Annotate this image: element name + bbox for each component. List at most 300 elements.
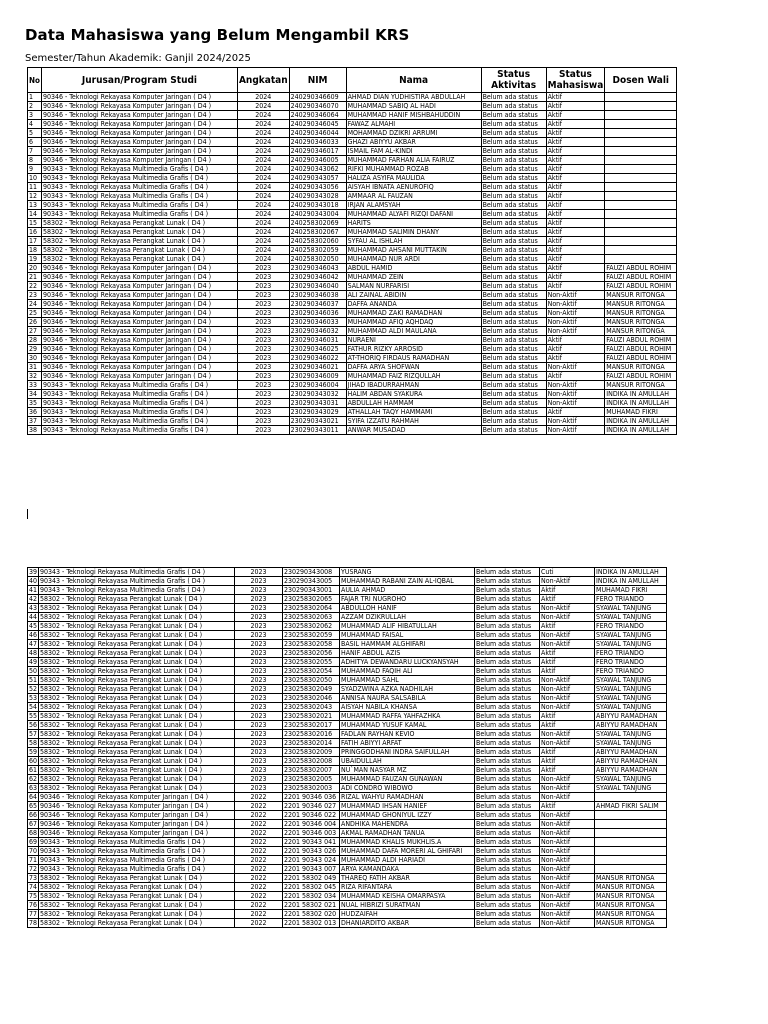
cell-program-studi: 90346 - Teknologi Rekayasa Komputer Jaringan ( D4 ) xyxy=(39,793,235,802)
cell-status-aktivitas: Belum ada status xyxy=(481,363,546,372)
cell-status-mahasiswa: Non-Aktif xyxy=(540,883,595,892)
cell-nim: 230290346040 xyxy=(289,282,346,291)
cell-angkatan: 2024 xyxy=(237,174,289,183)
cell-nama: MUHAMMAD YUSUF KAMAL xyxy=(340,721,475,730)
cell-program-studi: 90343 - Teknologi Rekayasa Multimedia Grafis ( D4 ) xyxy=(39,577,235,586)
cell-dosen-wali: AHMAD FIKRI SALIM xyxy=(595,802,667,811)
cell-nim: 240290343028 xyxy=(289,192,346,201)
cell-no: 59 xyxy=(29,748,38,756)
cell-nim: 240290343018 xyxy=(289,201,346,210)
cell-angkatan: 2023 xyxy=(237,327,289,336)
cell-no: 13 xyxy=(28,201,42,210)
cell-status-mahasiswa: Aktif xyxy=(546,129,605,138)
table-row xyxy=(28,174,677,183)
cell-status-mahasiswa: Non-Aktif xyxy=(540,829,595,838)
cell-status-aktivitas: Belum ada status xyxy=(475,820,540,829)
table-row xyxy=(28,856,667,865)
cell-program-studi: 58302 - Teknologi Rekayasa Perangkat Lunak ( D4 ) xyxy=(39,721,235,730)
cell-nama: YUSRANG xyxy=(340,568,475,577)
cell-program-studi: 58302 - Teknologi Rekayasa Perangkat Lunak ( D4 ) xyxy=(41,237,237,246)
cell-program-studi: 58302 - Teknologi Rekayasa Perangkat Lunak ( D4 ) xyxy=(39,640,235,649)
cell-dosen-wali: FAUZI ABDUL ROHIM xyxy=(605,336,677,345)
cell-nim: 230258302049 xyxy=(283,685,340,694)
cell-status-aktivitas: Belum ada status xyxy=(481,201,546,210)
cell-nim: 230258302058 xyxy=(283,640,340,649)
cell-program-studi: 90346 - Teknologi Rekayasa Komputer Jaringan ( D4 ) xyxy=(41,318,237,327)
cell-status-aktivitas: Belum ada status xyxy=(481,327,546,336)
cell-nim: 230290346043 xyxy=(289,264,346,273)
cell-program-studi: 58302 - Teknologi Rekayasa Perangkat Lunak ( D4 ) xyxy=(39,901,235,910)
cell-nama: SALMAN NURFARISI xyxy=(346,282,481,291)
cell-nama: ATHALLAH TAQY HAMMAMI xyxy=(346,408,481,417)
cell-status-mahasiswa: Non-Aktif xyxy=(540,919,595,928)
cell-program-studi: 90346 - Teknologi Rekayasa Komputer Jaringan ( D4 ) xyxy=(41,363,237,372)
cell-no: 73 xyxy=(29,874,38,882)
cell-angkatan: 2022 xyxy=(235,874,283,883)
cell-no: 78 xyxy=(29,919,38,927)
cell-program-studi: 58302 - Teknologi Rekayasa Perangkat Lunak ( D4 ) xyxy=(39,757,235,766)
cell-dosen-wali: FERO TRIANDO xyxy=(595,667,667,676)
cell-program-studi: 90346 - Teknologi Rekayasa Komputer Jaringan ( D4 ) xyxy=(41,111,237,120)
cell-program-studi: 58302 - Teknologi Rekayasa Perangkat Lunak ( D4 ) xyxy=(39,676,235,685)
cell-angkatan: 2023 xyxy=(237,417,289,426)
cell-nim: 2201 90343 007 xyxy=(283,865,340,874)
cell-nama: PRINGGODHANI INDRA SAIFULLAH xyxy=(340,748,475,757)
cell-nama: MUHAMMAD FAISAL xyxy=(340,631,475,640)
cell-no: 37 xyxy=(28,417,42,426)
cell-angkatan: 2022 xyxy=(235,811,283,820)
cell-angkatan: 2023 xyxy=(235,595,283,604)
cell-status-aktivitas: Belum ada status xyxy=(475,919,540,928)
table-row xyxy=(28,300,677,309)
cell-program-studi: 90346 - Teknologi Rekayasa Komputer Jaringan ( D4 ) xyxy=(41,156,237,165)
cell-no: 19 xyxy=(28,255,42,264)
cell-angkatan: 2022 xyxy=(235,829,283,838)
cell-nama: MUHAMMAD RAFFA YAHFAZHKA xyxy=(340,712,475,721)
cell-no: 28 xyxy=(28,336,42,345)
cell-status-mahasiswa: Non-Aktif xyxy=(546,381,605,390)
cell-nama: DAFFA ARYA SHOFWAN xyxy=(346,363,481,372)
cell-program-studi: 58302 - Teknologi Rekayasa Perangkat Lunak ( D4 ) xyxy=(39,604,235,613)
cell-program-studi: 90343 - Teknologi Rekayasa Multimedia Grafis ( D4 ) xyxy=(41,381,237,390)
header-nama: Nama xyxy=(346,68,481,93)
cell-no: 4 xyxy=(28,120,42,129)
cell-nim: 230258302065 xyxy=(283,595,340,604)
cell-status-mahasiswa: Aktif xyxy=(540,667,595,676)
table-row xyxy=(28,237,677,246)
cell-program-studi: 58302 - Teknologi Rekayasa Perangkat Lunak ( D4 ) xyxy=(39,883,235,892)
cell-angkatan: 2022 xyxy=(235,838,283,847)
cell-status-aktivitas: Belum ada status xyxy=(475,721,540,730)
cell-nim: 2201 90343 026 xyxy=(283,847,340,856)
cell-no: 20 xyxy=(28,264,42,273)
cell-nim: 240290346005 xyxy=(289,156,346,165)
cell-status-aktivitas: Belum ada status xyxy=(481,165,546,174)
cell-angkatan: 2024 xyxy=(237,192,289,201)
cell-status-mahasiswa: Aktif xyxy=(546,201,605,210)
cell-angkatan: 2023 xyxy=(235,667,283,676)
cell-angkatan: 2023 xyxy=(237,273,289,282)
cell-status-aktivitas: Belum ada status xyxy=(475,640,540,649)
cell-status-mahasiswa: Non-Aktif xyxy=(546,291,605,300)
cell-program-studi: 58302 - Teknologi Rekayasa Perangkat Lunak ( D4 ) xyxy=(39,703,235,712)
cell-program-studi: 90346 - Teknologi Rekayasa Komputer Jaringan ( D4 ) xyxy=(41,138,237,147)
cell-no: 65 xyxy=(29,802,38,810)
cell-angkatan: 2023 xyxy=(235,604,283,613)
cell-nim: 230258302054 xyxy=(283,667,340,676)
cell-status-aktivitas: Belum ada status xyxy=(481,129,546,138)
cell-status-mahasiswa: Aktif xyxy=(546,408,605,417)
cell-nim: 240290346045 xyxy=(289,120,346,129)
cell-angkatan: 2023 xyxy=(237,336,289,345)
cell-angkatan: 2024 xyxy=(237,201,289,210)
table-row xyxy=(28,147,677,156)
cell-status-mahasiswa: Aktif xyxy=(546,93,605,102)
cell-nim: 2201 58302 045 xyxy=(283,883,340,892)
cell-dosen-wali xyxy=(605,219,677,228)
cell-dosen-wali: SYAWAL TANJUNG xyxy=(595,730,667,739)
cell-no: 70 xyxy=(29,847,38,855)
cell-nama: IRJAN ALAMSYAH xyxy=(346,201,481,210)
cell-nim: 240290346044 xyxy=(289,129,346,138)
cell-nim: 230258302007 xyxy=(283,766,340,775)
cell-no: 40 xyxy=(29,577,38,585)
cell-nim: 230290346009 xyxy=(289,372,346,381)
cell-status-aktivitas: Belum ada status xyxy=(475,595,540,604)
cell-program-studi: 58302 - Teknologi Rekayasa Perangkat Lunak ( D4 ) xyxy=(39,784,235,793)
cell-nama: ABDUL HAMID xyxy=(346,264,481,273)
cell-nama: BASIL HAMMAM ALGHIFARI xyxy=(340,640,475,649)
cell-nim: 240290343004 xyxy=(289,210,346,219)
cell-dosen-wali: INDIKA IN AMULLAH xyxy=(605,399,677,408)
cell-no: 47 xyxy=(29,640,38,648)
cell-dosen-wali xyxy=(595,856,667,865)
cell-status-aktivitas: Belum ada status xyxy=(475,910,540,919)
cell-no: 34 xyxy=(28,390,42,399)
cell-nim: 230290346022 xyxy=(289,354,346,363)
cell-no: 8 xyxy=(28,156,42,165)
cell-program-studi: 90343 - Teknologi Rekayasa Multimedia Grafis ( D4 ) xyxy=(41,165,237,174)
table-row xyxy=(28,210,677,219)
table-row xyxy=(28,93,677,102)
table-row xyxy=(28,892,667,901)
table-row xyxy=(28,372,677,381)
cell-dosen-wali xyxy=(595,865,667,874)
cell-status-aktivitas: Belum ada status xyxy=(481,336,546,345)
cell-angkatan: 2023 xyxy=(235,631,283,640)
cell-angkatan: 2023 xyxy=(235,748,283,757)
cell-status-aktivitas: Belum ada status xyxy=(475,793,540,802)
cell-status-mahasiswa: Non-Aktif xyxy=(546,363,605,372)
table-row xyxy=(28,883,667,892)
cell-nama: DHANIARDITO AKBAR xyxy=(340,919,475,928)
cell-status-mahasiswa: Aktif xyxy=(540,649,595,658)
cell-angkatan: 2024 xyxy=(237,156,289,165)
cell-nim: 230290346033 xyxy=(289,318,346,327)
cell-no: 18 xyxy=(28,246,42,255)
cell-dosen-wali xyxy=(595,838,667,847)
table-row xyxy=(28,676,667,685)
cell-no: 2 xyxy=(28,102,42,111)
cell-status-mahasiswa: Non-Aktif xyxy=(540,703,595,712)
cell-nama: AZZAM DZIKRULLAH xyxy=(340,613,475,622)
cell-nim: 230258302055 xyxy=(283,658,340,667)
cell-status-mahasiswa: Aktif xyxy=(540,586,595,595)
cell-nim: 2201 90346 036 xyxy=(283,793,340,802)
cell-dosen-wali xyxy=(605,138,677,147)
cell-program-studi: 90346 - Teknologi Rekayasa Komputer Jaringan ( D4 ) xyxy=(41,345,237,354)
cell-nim: 230258302043 xyxy=(283,703,340,712)
cell-no: 27 xyxy=(28,327,42,336)
cell-nim: 240290343056 xyxy=(289,183,346,192)
cell-no: 62 xyxy=(29,775,38,783)
cell-nim: 230290343008 xyxy=(283,568,340,577)
cell-no: 17 xyxy=(28,237,42,246)
cell-status-mahasiswa: Non-Aktif xyxy=(540,631,595,640)
cell-nama: AULIA AHMAD xyxy=(340,586,475,595)
cell-no: 69 xyxy=(29,838,38,846)
cell-nama: MUHAMMAD SABIQ AL HADI xyxy=(346,102,481,111)
cell-status-mahasiswa: Aktif xyxy=(546,219,605,228)
cell-status-aktivitas: Belum ada status xyxy=(481,282,546,291)
cell-dosen-wali: FERO TRIANDO xyxy=(595,658,667,667)
cell-nama: SYIFA IZZATU RAHMAH xyxy=(346,417,481,426)
cell-no: 45 xyxy=(29,622,38,630)
cell-nama: MUHAMMAD AHSANI MUTTAKIN xyxy=(346,246,481,255)
table-row xyxy=(28,595,667,604)
table-header-row xyxy=(28,68,677,93)
cell-status-aktivitas: Belum ada status xyxy=(475,694,540,703)
cell-program-studi: 58302 - Teknologi Rekayasa Perangkat Lunak ( D4 ) xyxy=(39,649,235,658)
cell-program-studi: 90343 - Teknologi Rekayasa Multimedia Grafis ( D4 ) xyxy=(41,399,237,408)
cell-status-aktivitas: Belum ada status xyxy=(481,102,546,111)
cell-no: 11 xyxy=(28,183,42,192)
table-row xyxy=(28,111,677,120)
cell-no: 9 xyxy=(28,165,42,174)
cell-status-aktivitas: Belum ada status xyxy=(475,604,540,613)
cell-status-mahasiswa: Non-Aktif xyxy=(546,309,605,318)
table-row xyxy=(28,802,667,811)
cell-status-mahasiswa: Aktif xyxy=(540,748,595,757)
cell-status-aktivitas: Belum ada status xyxy=(475,874,540,883)
cell-angkatan: 2023 xyxy=(237,390,289,399)
cell-no: 49 xyxy=(29,658,38,666)
cell-nim: 230290346037 xyxy=(289,300,346,309)
cell-nim: 240290346070 xyxy=(289,102,346,111)
cell-status-mahasiswa: Non-Aktif xyxy=(540,694,595,703)
cell-program-studi: 90346 - Teknologi Rekayasa Komputer Jaringan ( D4 ) xyxy=(41,282,237,291)
table-row xyxy=(28,640,667,649)
cell-nama: MUHAMMAD SALIMIN DHANY xyxy=(346,228,481,237)
cell-angkatan: 2023 xyxy=(237,363,289,372)
cell-dosen-wali xyxy=(605,129,677,138)
table-row xyxy=(28,613,667,622)
cell-nim: 230258302003 xyxy=(283,784,340,793)
cell-nama: ADI CONDRO WIBOWO xyxy=(340,784,475,793)
cell-nama: ANNISA NAURA SALSABILA xyxy=(340,694,475,703)
cell-nama: MOHAMMAD DZIKRI ARRUMI xyxy=(346,129,481,138)
table-row xyxy=(28,138,677,147)
cell-nama: AISYAH NABILA KHANSA xyxy=(340,703,475,712)
cell-status-mahasiswa: Non-Aktif xyxy=(540,874,595,883)
cell-nim: 240258302059 xyxy=(289,246,346,255)
cell-no: 31 xyxy=(28,363,42,372)
cell-nama: MUHAMMAD ZAKI RAMADHAN xyxy=(346,309,481,318)
cell-no: 46 xyxy=(29,631,38,639)
cell-status-aktivitas: Belum ada status xyxy=(475,622,540,631)
cell-status-mahasiswa: Cuti xyxy=(540,568,595,577)
cell-no: 30 xyxy=(28,354,42,363)
cell-nim: 240258302050 xyxy=(289,255,346,264)
cell-angkatan: 2023 xyxy=(235,721,283,730)
cell-dosen-wali xyxy=(595,829,667,838)
cell-program-studi: 58302 - Teknologi Rekayasa Perangkat Lunak ( D4 ) xyxy=(39,595,235,604)
table-row xyxy=(28,336,677,345)
cell-no: 63 xyxy=(29,784,38,792)
table-row xyxy=(28,757,667,766)
cell-angkatan: 2023 xyxy=(235,730,283,739)
cell-dosen-wali xyxy=(605,102,677,111)
cell-status-aktivitas: Belum ada status xyxy=(481,246,546,255)
table-row xyxy=(28,919,667,928)
cell-status-mahasiswa: Aktif xyxy=(540,658,595,667)
cell-dosen-wali xyxy=(605,174,677,183)
cell-no: 75 xyxy=(29,892,38,900)
cell-status-aktivitas: Belum ada status xyxy=(481,300,546,309)
cell-program-studi: 90346 - Teknologi Rekayasa Komputer Jaringan ( D4 ) xyxy=(41,336,237,345)
cell-status-aktivitas: Belum ada status xyxy=(481,174,546,183)
cell-status-mahasiswa: Aktif xyxy=(540,595,595,604)
cell-angkatan: 2023 xyxy=(237,399,289,408)
cell-angkatan: 2024 xyxy=(237,111,289,120)
cell-nim: 2201 58302 049 xyxy=(283,874,340,883)
table-row xyxy=(28,183,677,192)
cell-nama: RIZAL WAHYU RAMADHAN xyxy=(340,793,475,802)
cell-program-studi: 90343 - Teknologi Rekayasa Multimedia Grafis ( D4 ) xyxy=(39,865,235,874)
cell-program-studi: 90346 - Teknologi Rekayasa Komputer Jaringan ( D4 ) xyxy=(41,291,237,300)
cell-dosen-wali: MUHAMAD FIKRI xyxy=(595,586,667,595)
cell-nama: SYADZWINA AZKA NADHILAH xyxy=(340,685,475,694)
cell-status-aktivitas: Belum ada status xyxy=(481,291,546,300)
table-row xyxy=(28,568,667,577)
cell-angkatan: 2023 xyxy=(237,354,289,363)
cell-status-aktivitas: Belum ada status xyxy=(481,138,546,147)
cell-dosen-wali xyxy=(595,793,667,802)
table-row xyxy=(28,129,677,138)
cell-nim: 2201 58302 013 xyxy=(283,919,340,928)
cell-status-aktivitas: Belum ada status xyxy=(481,93,546,102)
cell-program-studi: 90346 - Teknologi Rekayasa Komputer Jaringan ( D4 ) xyxy=(41,93,237,102)
cell-dosen-wali xyxy=(605,255,677,264)
cell-dosen-wali xyxy=(605,156,677,165)
cell-nim: 240290346033 xyxy=(289,138,346,147)
cell-status-mahasiswa: Non-Aktif xyxy=(546,300,605,309)
cell-nama: MUHAMMAD SAHL xyxy=(340,676,475,685)
cell-nim: 230290346036 xyxy=(289,309,346,318)
cell-status-aktivitas: Belum ada status xyxy=(475,784,540,793)
cell-status-mahasiswa: Non-Aktif xyxy=(546,318,605,327)
table-row xyxy=(28,345,677,354)
cell-no: 43 xyxy=(29,604,38,612)
cell-program-studi: 58302 - Teknologi Rekayasa Perangkat Lunak ( D4 ) xyxy=(41,228,237,237)
cell-nama: ADHITYA DEWANDARU LUCKYANSYAH xyxy=(340,658,475,667)
cell-nim: 230258302005 xyxy=(283,775,340,784)
cell-dosen-wali: ABIYYU RAMADHAN xyxy=(595,766,667,775)
cell-dosen-wali: SYAWAL TANJUNG xyxy=(595,703,667,712)
cell-status-mahasiswa: Aktif xyxy=(546,282,605,291)
cell-angkatan: 2023 xyxy=(235,568,283,577)
cell-angkatan: 2023 xyxy=(237,345,289,354)
cell-status-aktivitas: Belum ada status xyxy=(475,712,540,721)
students-table-page-1 xyxy=(27,67,677,435)
cell-no: 77 xyxy=(29,910,38,918)
cell-program-studi: 90343 - Teknologi Rekayasa Multimedia Grafis ( D4 ) xyxy=(41,210,237,219)
cell-dosen-wali: FAUZI ABDUL ROHIM xyxy=(605,282,677,291)
cell-status-aktivitas: Belum ada status xyxy=(475,703,540,712)
cell-nama: RIZA RIFANTARA xyxy=(340,883,475,892)
cell-dosen-wali xyxy=(595,847,667,856)
cell-no: 33 xyxy=(28,381,42,390)
cell-nama: NURAENI xyxy=(346,336,481,345)
cell-nama: MUHAMMAD FARHAN ALIA FAIRUZ xyxy=(346,156,481,165)
cell-no: 72 xyxy=(29,865,38,873)
cell-dosen-wali: SYAWAL TANJUNG xyxy=(595,775,667,784)
cell-program-studi: 90343 - Teknologi Rekayasa Multimedia Grafis ( D4 ) xyxy=(39,838,235,847)
cell-nim: 230290346032 xyxy=(289,327,346,336)
cell-dosen-wali xyxy=(605,246,677,255)
cell-status-aktivitas: Belum ada status xyxy=(475,892,540,901)
table-row xyxy=(28,631,667,640)
cell-no: 6 xyxy=(28,138,42,147)
cell-program-studi: 90343 - Teknologi Rekayasa Multimedia Grafis ( D4 ) xyxy=(41,426,237,435)
cell-nim: 240258302069 xyxy=(289,219,346,228)
cell-nim: 240258302067 xyxy=(289,228,346,237)
cell-status-aktivitas: Belum ada status xyxy=(475,748,540,757)
cell-status-mahasiswa: Aktif xyxy=(546,120,605,129)
cell-program-studi: 58302 - Teknologi Rekayasa Perangkat Lunak ( D4 ) xyxy=(39,685,235,694)
cell-angkatan: 2023 xyxy=(235,613,283,622)
cell-status-mahasiswa: Aktif xyxy=(546,246,605,255)
cell-status-mahasiswa: Non-Aktif xyxy=(540,613,595,622)
table-row xyxy=(28,219,677,228)
cell-no: 35 xyxy=(28,399,42,408)
cell-nama: MUHAMMAD RABANI ZAIN AL-IQBAL xyxy=(340,577,475,586)
cell-nama: HALIM ABDAN SYAKURA xyxy=(346,390,481,399)
cell-status-aktivitas: Belum ada status xyxy=(475,865,540,874)
table-row xyxy=(28,820,667,829)
cell-angkatan: 2023 xyxy=(235,586,283,595)
cell-angkatan: 2022 xyxy=(235,910,283,919)
cell-no: 42 xyxy=(29,595,38,603)
cell-status-mahasiswa: Aktif xyxy=(546,273,605,282)
cell-nama: MUHAMMAD FAQIH ALI xyxy=(340,667,475,676)
cell-angkatan: 2024 xyxy=(237,183,289,192)
header-nim: NIM xyxy=(289,68,346,93)
table-row xyxy=(28,766,667,775)
cell-angkatan: 2023 xyxy=(237,300,289,309)
table-row xyxy=(28,622,667,631)
cell-status-aktivitas: Belum ada status xyxy=(475,649,540,658)
cell-angkatan: 2023 xyxy=(237,426,289,435)
cell-status-aktivitas: Belum ada status xyxy=(481,372,546,381)
table-row xyxy=(28,201,677,210)
cell-status-aktivitas: Belum ada status xyxy=(481,210,546,219)
table-row xyxy=(28,390,677,399)
cell-program-studi: 58302 - Teknologi Rekayasa Perangkat Lunak ( D4 ) xyxy=(41,246,237,255)
cell-no: 44 xyxy=(29,613,38,621)
cell-angkatan: 2023 xyxy=(235,784,283,793)
cell-nim: 230258302016 xyxy=(283,730,340,739)
